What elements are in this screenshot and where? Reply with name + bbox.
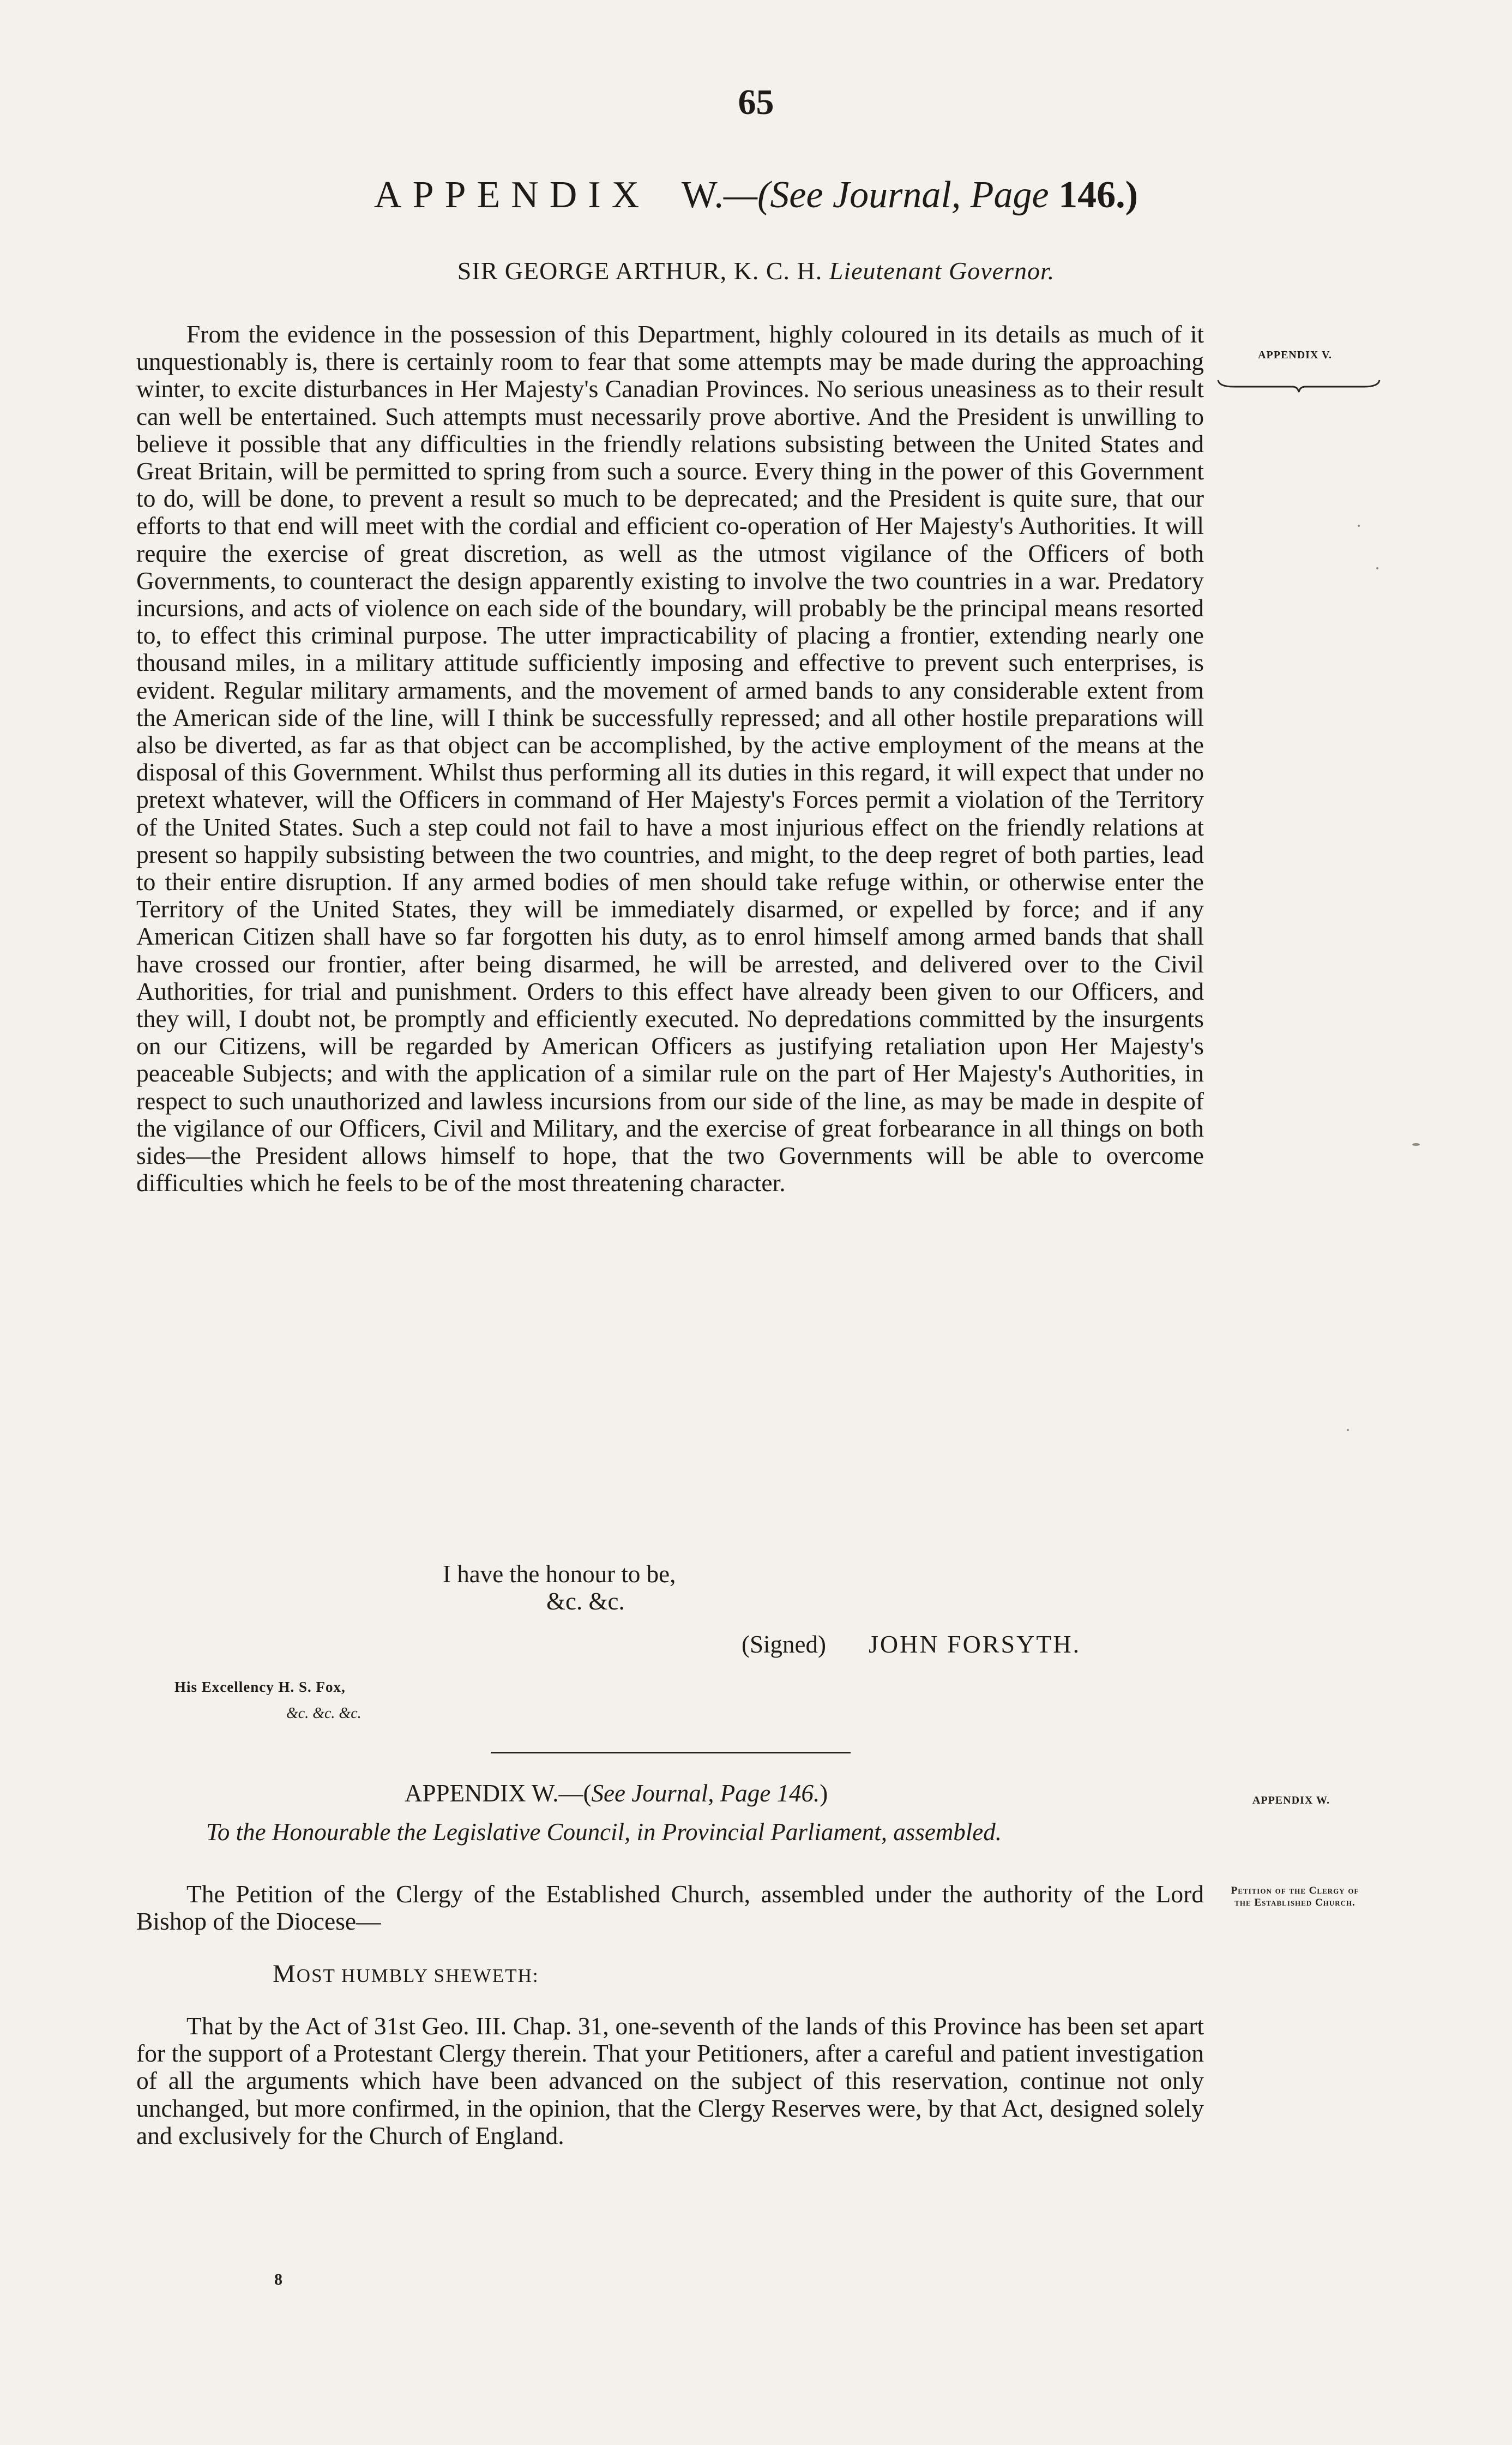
governor-title: Lieutenant Governor.	[829, 257, 1055, 285]
governor-name: SIR GEORGE ARTHUR, K. C. H.	[457, 257, 823, 285]
paper-speck	[1347, 1429, 1349, 1431]
paper-speck	[1358, 525, 1360, 527]
signatory-name: JOHN FORSYTH.	[868, 1630, 1081, 1658]
petition-heading: To the Honourable the Legislative Council, in Provincial Parliament, assembled.	[206, 1818, 1002, 1846]
petition-intro-paragraph: The Petition of the Clergy of the Established Church, assembled under the authority of the Lord Bishop of the Diocese—	[136, 1880, 1204, 1936]
appendix-heading	[0, 173, 1512, 217]
signed-label: (Signed)	[742, 1631, 826, 1658]
page-number: 65	[738, 82, 774, 122]
appendix-label: APPENDIX	[374, 174, 650, 216]
forsyth-letter-body	[136, 321, 1204, 1197]
addressee-line-1: His Excellency H. S. Fox,	[174, 1679, 346, 1695]
letter-paragraph: From the evidence in the possession of this Department, highly coloured in its details as much of it unquestionably is, there is certainly room to fear that some attempts may be made during the approaching winter, to excite disturbances in Her Majesty's Canadian Provinces. No serious uneasiness as to their result can well be entertained. Such attempts must necessarily prove abortive. And the President is unwilling to believe it possible that any difficulties in the friendly relations subsisting between the United States and Great Britain, will be permitted to spring from such a source. Every thing in the power of this Government to do, will be done, to prevent a result so much to be deprecated; and the President is quite sure, that our efforts to that end will meet with the cordial and efficient co-operation of Her Majesty's Authorities. It will require the exercise of great discretion, as well as the utmost vigilance of the Officers of both Governments, to counteract the design apparently existing to involve the two countries in a war. Predatory incursions, and acts of violence on each side of the boundary, will probably be the principal means resorted to, to effect this criminal purpose. The utter impracticability of placing a frontier, extending nearly one thousand miles, in a military attitude sufficiently imposing and effective to prevent such enterprises, is evident. Regular military armaments, and the movement of armed bands to any considerable extent from the American side of the line, will I think be successfully repressed; and all other hostile preparations will also be diverted, as far as that object can be accomplished, by the active employment of the means at the disposal of this Government. Whilst thus performing all its duties in this regard, it will expect that under no pretext whatever, will the Officers in command of Her Majesty's Forces permit a violation of the Territory of the United States. Such a step could not fail to have a most injurious effect on the friendly relations at present so happily subsisting between the two countries, and might, to the deep regret of both parties, lead to their entire disruption. If any armed bodies of men should take refuge within, or otherwise enter the Territory of the United States, they will be immediately disarmed, or expelled by force; and if any American Citizen shall have so far forgotten his duty, as to enrol himself among armed bands that shall have crossed our frontier, after being disarmed, he will be arrested, and delivered over to the Civil Authorities, for trial and punishment. Orders to this effect have already been given to our Officers, and they will, I doubt not, be promptly and efficiently executed. No depredations committed by the insurgents on our Citizens, will be regarded by American Officers as justifying retaliation upon Her Majesty's peaceable Subjects; and with the application of a similar rule on the part of Her Majesty's Authorities, in respect to such unauthorized and lawless incursions from our side of the line, as may be made in despite of the vigilance of our Officers, Civil and Military, and the exercise of great forbearance in all things on both sides—the President allows himself to hope, that the two Governments will be able to overcome difficulties which he feels to be of the most threatening character.	[136, 320, 1204, 1197]
appendix-w-close: )	[820, 1780, 828, 1807]
letter-subtitle	[0, 256, 1512, 285]
humbly-first-letter: M	[273, 1960, 297, 1988]
appendix-w-label: APPENDIX W.—(	[405, 1780, 592, 1807]
margin-note-appendix-w: APPENDIX W.	[1252, 1794, 1330, 1806]
margin-note-petition-1: Petition of the Clergy of	[1231, 1885, 1359, 1896]
margin-brace-icon	[1217, 379, 1381, 393]
humbly-sheweth	[273, 1959, 539, 1989]
appendix-w-see-journal: See Journal, Page 146.	[591, 1780, 820, 1807]
margin-note-petition-2: the Established Church.	[1234, 1897, 1356, 1908]
signature-block	[742, 1630, 1081, 1659]
petition-intro	[136, 1881, 1204, 1935]
section-divider	[491, 1752, 851, 1753]
appendix-see-journal: —(See Journal,	[723, 174, 961, 216]
paper-speck	[1376, 567, 1378, 569]
petition-body	[136, 2013, 1204, 2149]
margin-note-appendix-v: APPENDIX V.	[1258, 349, 1332, 361]
appendix-w-heading	[405, 1779, 828, 1807]
appendix-page-number: 146.)	[1058, 174, 1138, 216]
paper-speck	[1412, 1143, 1420, 1146]
closing-line-1: I have the honour to be,	[443, 1560, 676, 1588]
appendix-letter: W.	[681, 174, 724, 216]
signature-mark: 8	[274, 2270, 282, 2288]
humbly-rest: OST HUMBLY SHEWETH:	[296, 1965, 539, 1986]
appendix-page-word: Page	[970, 174, 1049, 216]
petition-paragraph: That by the Act of 31st Geo. III. Chap. 31, one-seventh of the lands of this Province has been set apart for the support of a Protestant Clergy therein. That your Petitioners, after a careful and patient investigation of all the arguments which have been advanced on the subject of this reservation, continue not only unchanged, but more confirmed, in the opinion, that the Clergy Reserves were, by that Act, designed solely and exclusively for the Church of England.	[136, 2012, 1204, 2149]
addressee-line-2: &c. &c. &c.	[286, 1705, 362, 1722]
closing-line-2: &c. &c.	[546, 1588, 625, 1615]
